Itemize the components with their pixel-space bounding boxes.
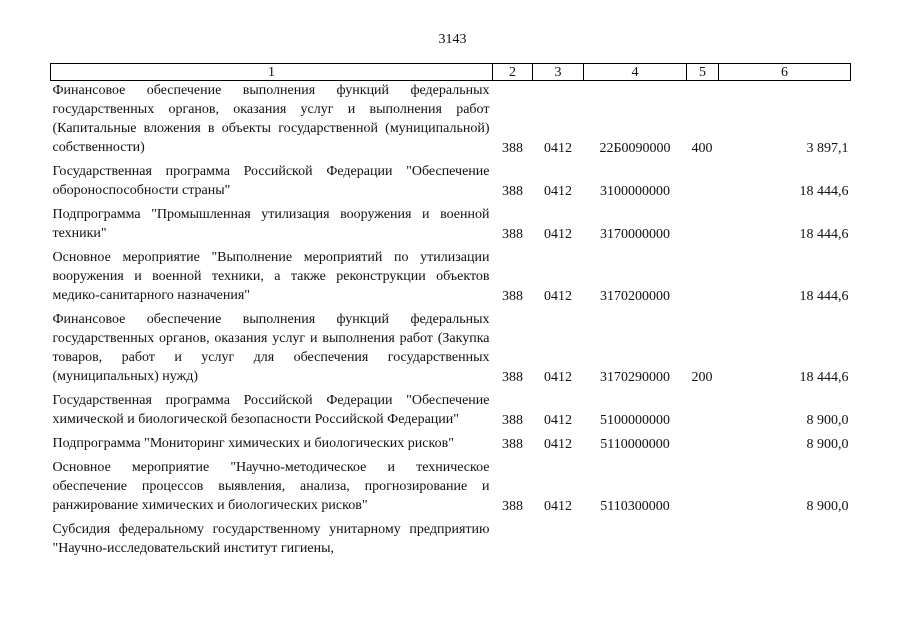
table-row <box>51 81 851 158</box>
row-target-code: 3100000000 <box>600 184 670 199</box>
page-number: 3143 <box>438 32 467 47</box>
row-section-code: 0412 <box>544 141 572 156</box>
row-section-code: 0412 <box>544 227 572 242</box>
row-section-code: 0412 <box>544 184 572 199</box>
row-amount: 8 900,0 <box>806 437 849 452</box>
row-expense-type <box>687 205 719 243</box>
row-amount: 3 897,1 <box>806 141 849 156</box>
row-expense-type <box>687 434 719 453</box>
column-header-1: 1 <box>51 64 493 81</box>
row-target-code <box>584 520 687 558</box>
row-ministry-code: 388 <box>502 413 523 428</box>
row-target-code: 5100000000 <box>600 413 670 428</box>
row-expense-type <box>687 391 719 429</box>
row-expense-type: 400 <box>691 141 713 156</box>
table-row <box>51 162 851 200</box>
column-header-6: 6 <box>719 64 851 81</box>
row-name: Подпрограмма "Промышленная утилизация вооружения и военной техники" <box>52 207 490 241</box>
row-amount: 8 900,0 <box>806 413 849 428</box>
table-row <box>51 458 851 515</box>
row-name: Финансовое обеспечение выполнения функций федеральных государственных органов, оказания услуг и выполнения работ (Капитальные вложения в объекты государственной (муниципальной) собственности) <box>52 83 490 155</box>
row-amount: 18 444,6 <box>799 370 849 385</box>
row-ministry-code: 388 <box>502 141 523 156</box>
row-amount <box>719 520 851 558</box>
row-ministry-code <box>493 520 533 558</box>
row-ministry-code: 388 <box>502 370 523 385</box>
row-section-code: 0412 <box>544 413 572 428</box>
row-target-code: 5110300000 <box>600 499 670 514</box>
column-header-4: 4 <box>584 64 687 81</box>
row-section-code: 0412 <box>544 499 572 514</box>
row-section-code: 0412 <box>544 370 572 385</box>
table-row <box>51 310 851 386</box>
table-row <box>51 248 851 305</box>
row-target-code: 5110000000 <box>600 437 670 452</box>
column-header-3: 3 <box>533 64 584 81</box>
table-header-row <box>51 64 851 81</box>
row-target-code: 22Б0090000 <box>599 141 671 156</box>
row-name: Основное мероприятие "Научно-методическое и техническое обеспечение процессов выявления, анализа, прогнозирование и ранжирование химических и биологических рисков" <box>52 460 490 513</box>
row-ministry-code: 388 <box>502 227 523 242</box>
row-name: Финансовое обеспечение выполнения функций федеральных государственных органов, оказания услуг и выполнения работ (Закупка товаров, работ и услуг для обеспечения государственных (муниципальных) нужд) <box>52 312 490 384</box>
row-target-code: 3170200000 <box>600 289 670 304</box>
row-name: Государственная программа Российской Федерации "Обеспечение химической и биологической безопасности Российской Федерации" <box>52 393 490 427</box>
row-ministry-code: 388 <box>502 289 523 304</box>
row-name: Государственная программа Российской Федерации "Обеспечение обороноспособности страны" <box>52 164 490 198</box>
row-target-code: 3170000000 <box>600 227 670 242</box>
row-amount: 18 444,6 <box>799 227 849 242</box>
row-name: Основное мероприятие "Выполнение мероприятий по утилизации вооружения и военной техники, а также реконструкции объектов медико-санитарного назначения" <box>52 250 490 303</box>
table-row <box>51 520 851 558</box>
column-header-2: 2 <box>493 64 533 81</box>
row-amount: 18 444,6 <box>799 184 849 199</box>
row-section-code <box>533 520 584 558</box>
table-row <box>51 434 851 453</box>
row-expense-type <box>687 162 719 200</box>
row-name: Подпрограмма "Мониторинг химических и биологических рисков" <box>52 436 454 451</box>
row-section-code: 0412 <box>544 289 572 304</box>
row-expense-type: 200 <box>691 370 713 385</box>
row-expense-type <box>687 520 719 558</box>
row-ministry-code: 388 <box>502 499 523 514</box>
row-amount: 8 900,0 <box>806 499 849 514</box>
row-expense-type <box>687 248 719 305</box>
row-expense-type <box>687 458 719 515</box>
row-name: Субсидия федеральному государственному унитарному предприятию "Научно-исследовательский институт гигиены, <box>52 522 490 556</box>
row-target-code: 3170290000 <box>600 370 670 385</box>
table-row <box>51 205 851 243</box>
row-amount: 18 444,6 <box>799 289 849 304</box>
row-ministry-code: 388 <box>502 184 523 199</box>
row-section-code: 0412 <box>544 437 572 452</box>
row-ministry-code: 388 <box>502 437 523 452</box>
budget-table <box>50 63 851 558</box>
table-row <box>51 391 851 429</box>
column-header-5: 5 <box>687 64 719 81</box>
